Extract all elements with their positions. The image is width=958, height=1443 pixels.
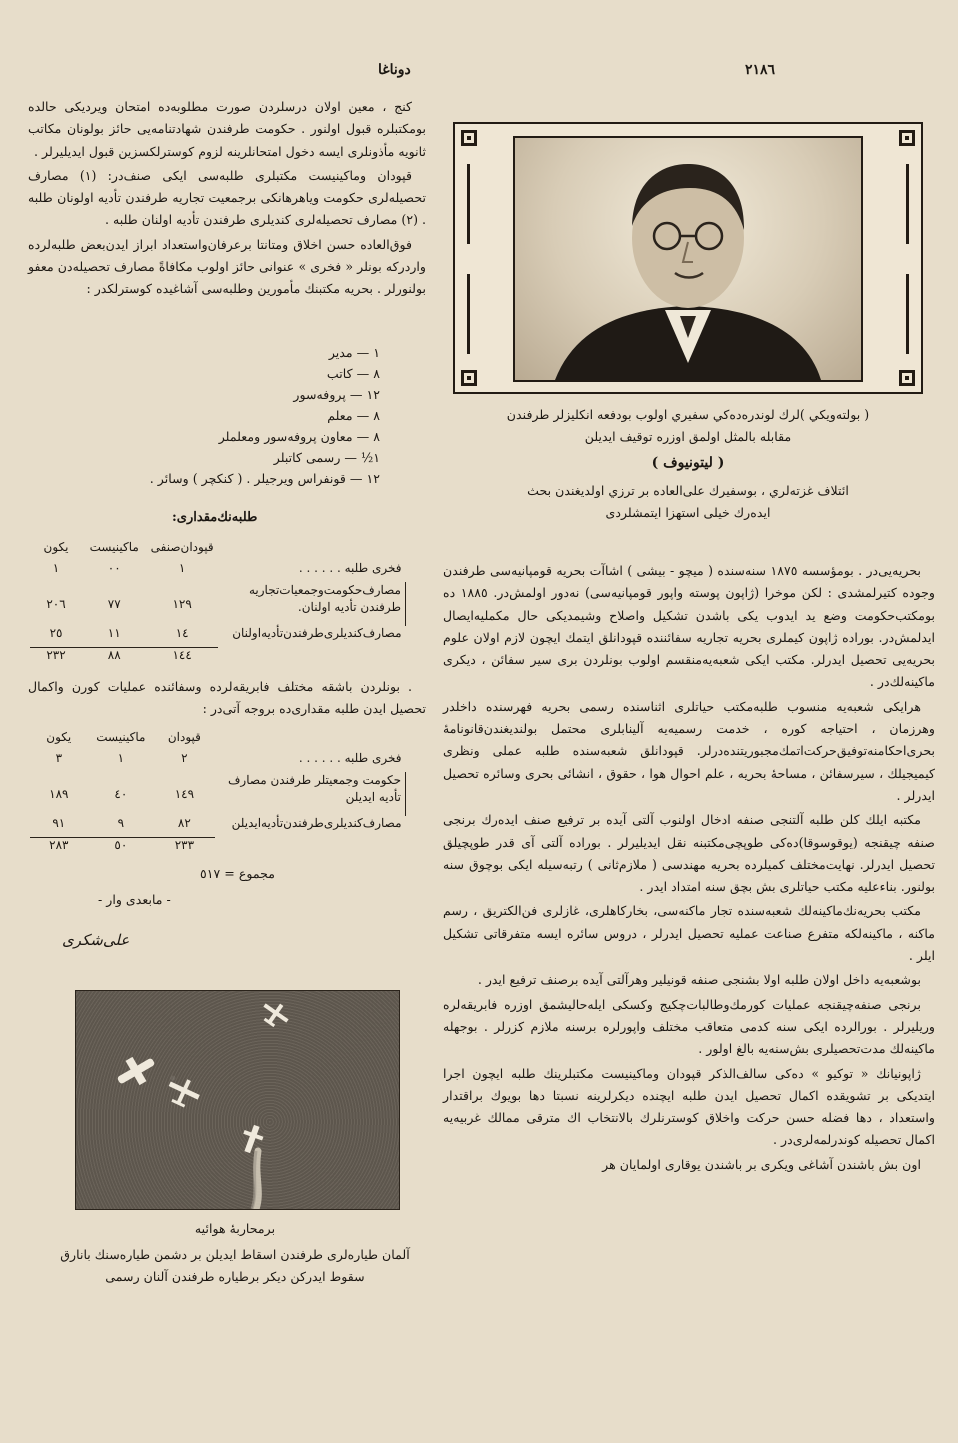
- table-total-row: [30, 838, 406, 860]
- table-cell: ٠٠: [107, 561, 121, 575]
- table-header: ماكينيست: [96, 730, 146, 744]
- table-cell: ٢٠٦: [46, 597, 66, 611]
- table-row: [30, 816, 406, 838]
- row-label: مصارف‌كنديلرى‌طرفندن‌تأديه‌ايديلن: [231, 816, 402, 830]
- table-cell: ٢٥: [30, 626, 82, 648]
- table-cell: ٢: [181, 751, 188, 765]
- row-label: [215, 838, 406, 860]
- table-header: يكون: [43, 540, 69, 554]
- continued-note: - مابعدى وار -: [98, 892, 171, 907]
- staff-list: [60, 342, 380, 489]
- table-cell: ١: [52, 561, 60, 575]
- list-item: ١ — مدير: [328, 345, 380, 360]
- list-item: ٨ — كاتب: [326, 366, 380, 381]
- row-label: مصارف‌حكومت‌وجمعيات‌تجاريه طرفندن تأديه اولنان.: [218, 582, 406, 626]
- row-label: فخرى طلبه . . . . . .: [298, 561, 402, 575]
- grand-total: مجموع = ٥١٧: [200, 866, 276, 881]
- frame-bar: [467, 164, 470, 244]
- table-cell: ١: [178, 561, 186, 575]
- paragraph: قپودان وماكينيست مكتبلرى طلبه‌سى ايكى صنف‌در: (١) مصارف تحصيله‌لرى حكومت وياهرهانكى برجمعيت تجاريه طرفندن تأديه اولونان طلبه . (٢) مصارف تحصيله‌لرى كنديلرى طرفندن تأديه اولنان طلبه .: [28, 167, 426, 228]
- table-cell: ٣: [55, 751, 63, 765]
- aerial-combat-photo: [75, 990, 400, 1210]
- students-table-2: [30, 730, 406, 859]
- students-table-1: [30, 540, 406, 669]
- paragraph: فوق‌العاده حسن اخلاق ومتانتا برعرفان‌واستعداد ابراز ايدن‌بعض طلبه‌لرده واردركه بونلر « فخرى » عنوانى حائز اولوب مكافاةً مصارف تحصيله‌دن معفو بولنورلر . بحريه مكتبنك مأمورين وطلبه‌سى آشاغيده كوسترلكدر :: [28, 236, 426, 297]
- table-header: ماكينيست: [89, 540, 139, 554]
- table-cell: ١١: [82, 626, 146, 648]
- frame-bar: [906, 164, 909, 244]
- row-label: حكومت وجمعيتلر طرفندن مصارف تأديه ايديلن: [215, 772, 406, 816]
- table-cell: ٧٧: [107, 597, 121, 611]
- table-cell: ٢٣٢: [46, 648, 66, 662]
- photo-caption-title: برمحاربهٔ هوائيه: [194, 1221, 276, 1236]
- right-column-text: [443, 560, 935, 1178]
- frame-bar: [906, 274, 909, 354]
- portrait-name: ( ليتونيوف ): [651, 455, 725, 471]
- list-item: ١٢ — پروفه‌سور: [293, 387, 380, 402]
- list-item: ٨ — معاون پروفه‌سور ومعلملر: [218, 429, 380, 444]
- portrait-note: ائتلاف غزته‌لري ، بوسفيرك على‌العاده بر ترزي اولديغندن بحث ايده‌رك خيلى استهزا ايتمشلردى: [527, 483, 849, 520]
- paragraph: بحريه‌يى‌در . بومؤسسه ١٨٧٥ سنه‌سنده ( ميچو - بيشى ) اشاآت بحريه قومپانيه‌سى طرفندن وجوده كتيرلمشدى : لكن موخرا (ژاپون پوسته واپور قومپانيه‌سى) نه‌دور اولمش‌در. ١٨٨٥ ده بومكتب‌حكومت وضع يد ايدوب يكى باشدن تشكيل واصلاح وشيمديكى حال مكمليه‌ايصال ايدلمش‌در. بوراده ژاپون كيملرى بحريه تجاريه سفائننده قپودانلق ايتمك ايچون لازم اولان علوم بحريه‌يى تحصيل ايدرلر. مكتب ايكى شعبه‌يه‌منقسم اولوب بونلردن برى سير سفائن ، ديكرى ماكينه‌لك‌در .: [443, 563, 935, 690]
- list-item: ١٢ — قونفراس ويرجيلر . ( كنكچر ) وسائر .: [149, 471, 380, 486]
- table-cell: ٢٨٣: [49, 838, 69, 852]
- table-cell: ٢٣٣: [174, 838, 195, 852]
- paragraph: ژاپونيانك « توكيو » ده‌كى سالف‌الذكر قپودان وماكينيست مكتبلرينك طلبه ايچون اجرا ايتديكى بر تشويقده اكمال تحصيل ايدن طلبه ايچنده ديكرلرينه نسبتا دها بويوك براقتدار واستعداد ، دها فضله حسن حركت واخلاق كوسترنلرك بالانتخاب اك مترقى ممالك غربيه‌يه اكمال تحصيله كوندرلمه‌لرى‌در .: [443, 1065, 935, 1148]
- table-header-row: [30, 730, 406, 751]
- table-cell: ١٤٤: [172, 648, 192, 662]
- table-cell: ١٢٩: [172, 597, 192, 611]
- paragraph: مكتبه ايلك كلن طلبه آلتنجى صنفه ادخال اولنوب آلتى آيده بر ترفيع صنف ايده‌رك برنجى صنفه چيقنجه (يوقوسوقا)ده‌كى طوپچى‌مكتبنه نقل ايديليرلر . بوراده آلتى آى قدر طوپچيلق تحصيل ايدرلر. نهايت‌مختلف كميلرده بحريه مهندسى ( ملازم‌ثانى ) رتبه‌سيله ايكى بوچوق سنه بولنور. بناءعليه مكتب حياتلرى بش بچق سنه امتداد ايدر .: [443, 812, 935, 895]
- paragraph: بوشعبه‌يه داخل اولان طلبه اولا بشنجى صنفه قونيلير وهرآلتى آيده برصنف ترفيع ايدر .: [477, 972, 921, 988]
- table-cell: ٥٠: [114, 838, 128, 852]
- table-row: [30, 772, 406, 816]
- frame-ornament-icon: [461, 370, 477, 386]
- airplanes-icon: [76, 991, 399, 1209]
- table-cell: ٩١: [30, 816, 88, 838]
- photo-caption: آلمان طياره‌لرى طرفندن اسقاط ايديلن بر دشمن طياره‌سنك بانارق سقوط ايدركن ديكر برطياره طرفندن آلنان رسمى: [60, 1247, 410, 1284]
- paragraph: . بونلردن باشقه مختلف فابريقه‌لرده وسفائنده عمليات كورن واكمال تحصيل ايدن طلبه مقدارى‌ده‌ بروجه آتى‌در :: [28, 679, 426, 717]
- frame-ornament-icon: [899, 130, 915, 146]
- frame-ornament-icon: [899, 370, 915, 386]
- table-total-row: [30, 648, 406, 670]
- portrait-frame: [453, 122, 923, 394]
- table-header: قپودان‌صنفى: [150, 540, 214, 554]
- table-header: يكون: [46, 730, 72, 744]
- table-row: [30, 561, 406, 582]
- paragraph: اون بش باشندن آشاغى ويكرى بر باشندن يوقارى اولمايان هر: [602, 1156, 921, 1172]
- paragraph: مكتب بحريه‌نك‌ماكينه‌لك شعبه‌سنده تجار ماكنه‌سى، بخاركاهلرى، غازلرى فن‌الكتريق ، رسم ماكنه ، ماكينه‌لكه متفرع صناعت عمليه تحصيل ايدرلر ، دروس سائره ايسه متفرقاتى تشكيل ايلر .: [443, 903, 935, 964]
- page-header-title: دوناغا: [378, 62, 411, 78]
- left-column-text: [28, 96, 426, 303]
- table-cell: ٤٠: [114, 787, 128, 801]
- portrait-figure-icon: [515, 138, 861, 380]
- table-row: [30, 751, 406, 772]
- row-label: مصارف‌كنديلرى‌طرفندن‌تأديه‌اولنان: [232, 626, 402, 640]
- paragraph: هرايكى شعبه‌يه منسوب طلبه‌مكتب حياتلرى اثناسنده رسمى بحريه فهرسنده داخلدر وهرزمان ، احتياجه كوره ، خدمت رسميه‌يه آلينابلرى محتمل بولنديغندن‌قانونامهٔ بحرى‌احكامنه‌توفيق‌حركت‌اتمك‌مجبوريتنده‌درلر. قپودانلق شعبه‌سنده طلبه عملى ونظرى كيميجيلك ، سيرسفائن ، مساحهٔ بحريه ، علم احوال هوا ، حقوق ، انشائى بحرى وسائره تحصيل ايدرلر .: [443, 698, 935, 803]
- page-number: ٢١٨٦: [745, 62, 776, 78]
- frame-bar: [467, 274, 470, 354]
- table-cell: ١٤: [146, 626, 217, 648]
- paragraph: برنجى صنفه‌چيقنجه عمليات كورمك‌وطالبات‌چكيج وكسكى ايله‌حاليشمق اوزره فابريقه‌لره وريليرلر . بورالرده ايكى سنه كدمى متعاقب مختلف واپورلره برسنه ملازم كزرلر . بوجهله ماكينه‌لك مدت‌تحصيلرى بش‌سنه‌يه بالغ اولور .: [443, 996, 935, 1057]
- row-label: [218, 648, 406, 670]
- table-cell: ٨٢: [154, 816, 215, 838]
- author-signature: على‌شكرى: [62, 931, 130, 949]
- portrait-caption: ( بولته‌ويكي )لرك لوندره‌ده‌كي سفيري اولوب بودفعه انكليزلر طرفندن مقابله بالمثل اولمق اوزره توقيف ايديلن: [506, 407, 870, 444]
- frame-ornament-icon: [461, 130, 477, 146]
- paragraph: كنج ، معين اولان درسلردن صورت مطلوبه‌ده امتحان ويرديكى حالده بومكتبلره قبول اولنور . حكومت طرفندن شهادتنامه‌يى حائز بولونان مكاتب ثانويه مأذونلرى ايسه دخول امتحانلرينه لزوم كوسترلكسزين قبول ايديليرلر .: [28, 99, 426, 159]
- table-row: [30, 626, 406, 648]
- table-cell: ٩: [88, 816, 155, 838]
- list-item: ٨ — معلم: [327, 408, 380, 423]
- table-cell: ٨٨: [107, 648, 121, 662]
- table-cell: ١٨٩: [49, 787, 69, 801]
- table-header-row: [30, 540, 406, 561]
- table-cell: ١: [117, 751, 125, 765]
- list-item: ١½ — رسمى كاتبلر: [273, 450, 380, 465]
- row-label: فخرى طلبه . . . . . .: [298, 751, 402, 765]
- table-row: [30, 582, 406, 626]
- students-heading: طلبه‌نك‌مقدارى:: [172, 510, 258, 525]
- between-text: [28, 676, 426, 723]
- table-header: قپودان: [167, 730, 201, 744]
- table-cell: ١٤٩: [174, 787, 195, 801]
- portrait-photo: [513, 136, 863, 382]
